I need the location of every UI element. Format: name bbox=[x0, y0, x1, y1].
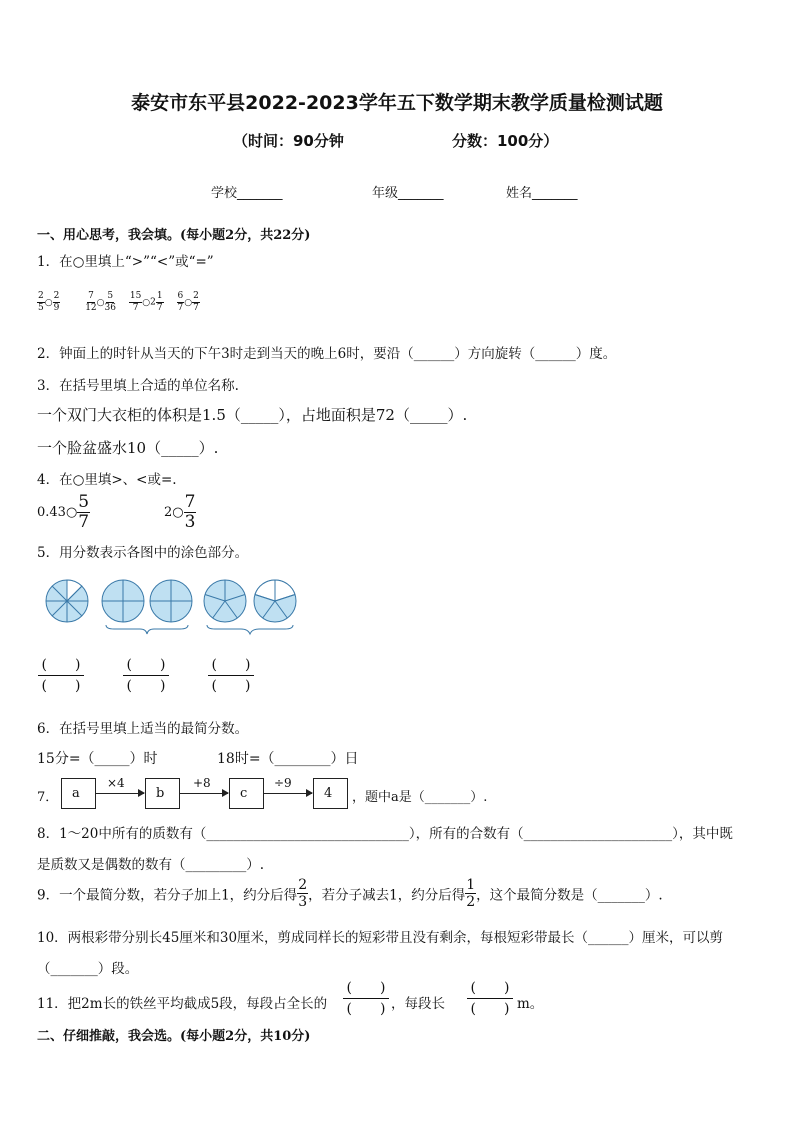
q7-box-a: a bbox=[61, 778, 96, 809]
q10-line-2: （_______）段。 bbox=[37, 961, 139, 977]
q7-box-result: 4 bbox=[313, 778, 348, 809]
exam-score: 分数：100分） bbox=[452, 132, 559, 150]
q2-text: 2．钟面上的时针从当天的下午3时走到当天的晚上6时，要沿（______）方向旋转（______）度。 bbox=[37, 346, 617, 362]
circle-eighths bbox=[46, 580, 88, 622]
circle-fifths-1 bbox=[204, 580, 246, 622]
page-title: 泰安市东平县2022-2023学年五下数学期末教学质量检测试题 bbox=[131, 92, 663, 114]
q7-op-2: +8 bbox=[193, 776, 211, 790]
q7-flow bbox=[37, 778, 507, 810]
q1-items bbox=[37, 290, 200, 313]
q7-box-b: b bbox=[145, 778, 180, 809]
q5-text: 5．用分数表示各图中的涂色部分。 bbox=[37, 545, 249, 561]
q1-item-2: $\frac{7}{12}$ ○ $\frac{5}{36}$ bbox=[85, 291, 116, 313]
q9-fraction-1: $\frac{2}{3}$ bbox=[298, 877, 308, 910]
q6-text: 6．在括号里填上适当的最简分数。 bbox=[37, 721, 249, 737]
q8-line-1: 8．1～20中所有的质数有（______________________________），所有的合数有（______________________），其中既 bbox=[37, 826, 733, 842]
q11-answer-fraction[interactable]: ( ) ( ) bbox=[343, 980, 389, 1017]
circle-quarters-1 bbox=[102, 580, 144, 622]
q7-number: 7． bbox=[37, 790, 59, 805]
q1-item-1: $\frac{2}{5}$ ○ $\frac{2}{9}$ bbox=[38, 291, 60, 313]
q6-item-b: 18时=（________）日 bbox=[217, 751, 359, 767]
q11-answer-length[interactable]: ( ) ( ) bbox=[467, 980, 513, 1017]
name-field[interactable]: 姓名_______ bbox=[506, 186, 578, 201]
exam-time: （时间：90分钟 bbox=[233, 132, 344, 150]
q6-item-a: 15分=（_____）时 bbox=[37, 751, 158, 767]
q4-item-a: 0.43○ $\frac{5}{7}$ bbox=[37, 492, 90, 532]
q7-arrow-1 bbox=[96, 793, 144, 794]
q4-item-b: 2○ $\frac{7}{3}$ bbox=[164, 492, 196, 532]
section-1-heading: 一、用心思考，我会填。(每小题2分，共22分) bbox=[37, 228, 311, 243]
q10-line-1: 10．两根彩带分别长45厘米和30厘米，剪成同样长的短彩带且没有剩余，每根短彩带最长（______）厘米，可以剪 bbox=[37, 930, 724, 946]
q7-box-c: c bbox=[229, 778, 264, 809]
q9-line: 9．一个最简分数，若分子加上1，约分后得 $\frac{2}{3}$ ，若分子减去1，约分后得 $\frac{1}{2}$ ，这个最简分数是（_______）. bbox=[37, 877, 663, 910]
brace-marks bbox=[106, 625, 293, 634]
q7-arrow-3 bbox=[264, 793, 312, 794]
q5-answer-2[interactable]: ( ) ( ) bbox=[123, 657, 169, 694]
section-2-heading: 二、仔细推敲，我会选。(每小题2分，共10分) bbox=[37, 1029, 311, 1044]
q7-arrow-2 bbox=[180, 793, 228, 794]
q3-line-1: 一个双门大衣柜的体积是1.5（_____），占地面积是72（_____）. bbox=[37, 406, 468, 424]
grade-field[interactable]: 年级_______ bbox=[372, 186, 444, 201]
q8-line-2: 是质数又是偶数的数有（_________）. bbox=[37, 857, 265, 873]
q9-fraction-2: $\frac{1}{2}$ bbox=[466, 877, 476, 910]
q4-text: 4．在○里填>、<或=. bbox=[37, 472, 177, 488]
q1-item-3: $\frac{15}{7}$ ○2 $\frac{1}{7}$ bbox=[129, 291, 163, 313]
circle-fifths-2 bbox=[254, 580, 296, 622]
q11-line: 11．把2m长的铁丝平均截成5段，每段占全长的 ( ) ( ) ，每段长 ( ) ( ) m。 bbox=[37, 980, 544, 1017]
q1-item-4: $\frac{6}{7}$ ○ $\frac{2}{7}$ bbox=[177, 291, 199, 313]
q3-text: 3．在括号里填上合适的单位名称. bbox=[37, 378, 239, 394]
q3-line-2: 一个脸盆盛水10（_____）. bbox=[37, 439, 219, 457]
q7-op-3: ÷9 bbox=[274, 776, 292, 790]
q7-op-1: ×4 bbox=[107, 776, 125, 790]
q7-tail: ，题中a是（_______）. bbox=[352, 790, 488, 805]
q1-text: 1．在○里填上“>”“<”或“=” bbox=[37, 254, 214, 270]
circle-quarters-2 bbox=[150, 580, 192, 622]
school-field[interactable]: 学校_______ bbox=[211, 186, 283, 201]
q5-answer-3[interactable]: ( ) ( ) bbox=[208, 657, 254, 694]
q5-circles-figure bbox=[40, 574, 304, 640]
q5-answer-1[interactable]: ( ) ( ) bbox=[38, 657, 84, 694]
